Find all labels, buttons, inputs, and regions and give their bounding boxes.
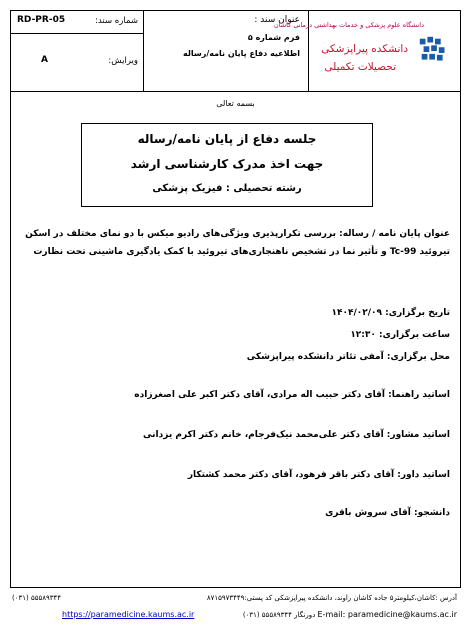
faculty-name: دانشکده پیراپزشکی [321, 43, 408, 55]
thesis-title: عنوان پایان نامه / رساله: بررسی تکرارپذیری ویژگی‌های رادیو میکس با دو نمای مختلف در اسکن تیروئید Tc-99 و تأثیر نما در تشخیص ناهنجاری‌های تیروئید با کمک یادگیری ماشینی تحت نظارت [25, 229, 450, 257]
email-address[interactable]: E-mail: paramedicine@kaums.ac.ir [317, 610, 457, 619]
defense-time: ساعت برگزاری: ۱۲:۳۰ [350, 330, 450, 340]
form-page [10, 10, 461, 588]
university-emblem-icon [416, 33, 454, 71]
version-label: ویرایش: [108, 56, 138, 66]
address: آدرس :کاشان،کیلومتر۵ جاده کاشان راوند، دانشکده پیراپزشکی کد پستی:۸۷۱۵۹۷۳۴۴۹ [206, 594, 457, 602]
defense-date: تاریخ برگزاری: ۱۴۰۴/۰۲/۰۹ [331, 308, 450, 318]
phone-number: (۰۳۱) ۵۵۵۸۹۳۴۴ [12, 594, 62, 602]
advisors: اساتید مشاور: آقای دکتر علی‌محمد نیک‌فرجام، خانم دکتر اکرم یزدانی [143, 430, 450, 440]
student-name: دانشجو: آقای سروش باقری [325, 508, 450, 518]
version-row [11, 51, 144, 73]
page-footer [10, 590, 461, 640]
form-number: فرم شماره ۵ [247, 33, 300, 42]
doc-title-label: عنوان سند : [254, 15, 300, 25]
doc-number-label: شماره سند: [95, 16, 138, 26]
document-meta [11, 11, 144, 91]
doc-number-row [11, 11, 144, 34]
website-link[interactable]: https://paramedicine.kaums.ac.ir [62, 610, 195, 619]
department-name: تحصیلات تکمیلی [324, 61, 396, 73]
form-title: اطلاعیه دفاع پایان نامه/رساله [182, 49, 300, 58]
fax-number: دورنگار ۵۵۵۸۹۳۴۴ (۰۳۱) [242, 611, 316, 619]
judges: اساتید داور: آقای دکتر باقر فرهود، آقای دکتر محمد کشتکار [187, 470, 450, 480]
field-of-study: رشته تحصیلی : فیزیک پزشکی [152, 183, 302, 194]
email-fax [243, 610, 457, 619]
defense-venue: محل برگزاری: آمفی تئاتر دانشکده پیراپزشکی [246, 352, 450, 362]
doc-number: RD-PR-05 [17, 15, 66, 25]
defense-title: جلسه دفاع از پایان نامه/رساله [137, 132, 317, 146]
version-value: A [41, 55, 48, 65]
university-name: دانشگاه علوم پزشکی و خدمات بهداشتی درمانی کاشان [273, 21, 424, 29]
document-header [11, 11, 460, 92]
bismillah: بسمه تعالی [216, 99, 255, 108]
supervisors: اساتید راهنما: آقای دکتر حبیب اله مرادی، آقای دکتر اکبر علی اصغرزاده [134, 390, 450, 400]
degree-line: جهت اخذ مدرک کارشناسی ارشد [130, 157, 324, 171]
defense-title-box [81, 123, 373, 207]
